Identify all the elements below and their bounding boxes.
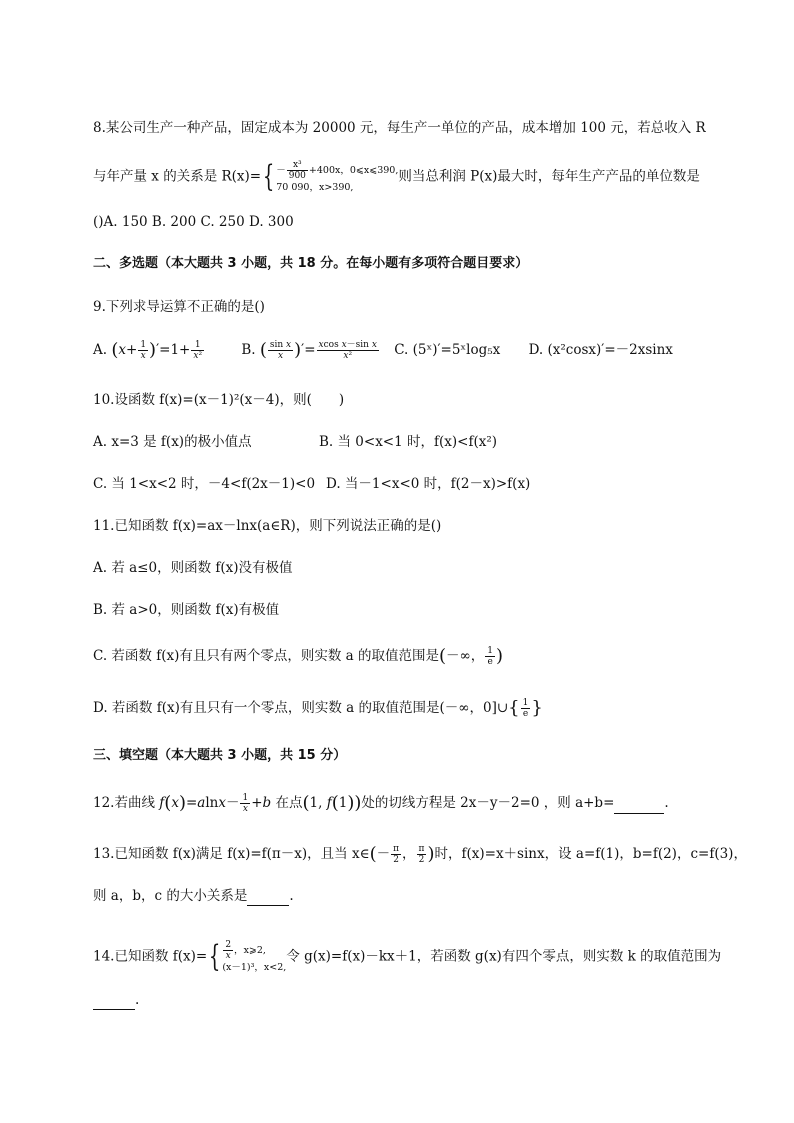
q9-stem: 9.下列求导运算不正确的是() (93, 299, 265, 315)
q11-option-d: D. 若函数 f(x)有且只有一个零点，则实数 a 的取值范围是(－∞，0]∪{ $\frac{1}{e}$ } (93, 697, 543, 719)
q14-piecewise (222, 940, 286, 974)
section3-heading: 三、填空题（本大题共 3 小题，共 15 分） (93, 748, 347, 763)
q8-case2: 70 090，x>390, (276, 182, 354, 193)
q14-line1: 14.已知函数 f(x)={ $\frac{2}{x}$ ，x⩾2, (x－1)³，x<2, 令 g(x)=f(x)－kx＋1，若函数 g(x)有四个零点，则实数 k 的取值范围为 (93, 939, 722, 974)
q8-case1: － $\frac{\text{x³}}{900}$ +400x，0⩽x⩽390, (276, 160, 399, 181)
q10-option-c: C. 当 1<x<2 时，－4<f(2x－1)<0 (93, 476, 316, 492)
q9-option-c: C. (5ˣ)′=5ˣlog₅x (394, 342, 501, 358)
q11-option-b: B. 若 a>0，则函数 f(x)有极值 (93, 602, 280, 618)
q12: 12.若曲线 f(x)=alnx－ $\frac{1}{x}$ +b 在点(1, f(1))处的切线方程是 2x－y－2=0 ，则 a+b= . (93, 792, 669, 814)
q13-line1: 13.已知函数 f(x)满足 f(x)=f(π－x)，且当 x∈(－ $\frac{\pi}{2}$ ， $\frac{\pi}{2}$ )时，f(x)=x＋sinx，设 a=f(1)，b=f(2)，c=f(3)， (93, 843, 747, 865)
q10-row1 (93, 432, 497, 452)
q8-brace: { (262, 159, 275, 194)
q14-line2: . (93, 990, 139, 1010)
q9-option-d: D. (x²cosx)′=－2xsinx (528, 342, 673, 358)
q8-piecewise (276, 160, 398, 194)
q8-line2-post: 则当总利润 P(x)最大时，每年生产产品的单位数是 (398, 168, 700, 185)
q9-option-a: A. (x+ $\frac{1}{x}$ )′=1+ $\frac{1}{\text{x²}}$ (93, 339, 203, 361)
q10-stem: 10.设函数 f(x)=(x－1)²(x－4)，则( ) (93, 392, 345, 408)
q8-line2 (93, 160, 700, 194)
q14-case2: (x－1)³，x<2, (222, 962, 287, 973)
q14-answer-blank[interactable] (93, 995, 135, 1010)
q9-options (93, 340, 673, 361)
q14-case1: $\frac{2}{x}$ ，x⩾2, (225, 940, 266, 961)
q13-answer-blank[interactable] (247, 891, 289, 906)
q8-line1: 8.某公司生产一种产品，固定成本为 20000 元，每生产一单位的产品，成本增加 100 元，若总收入 R (93, 120, 706, 136)
q10-row2 (93, 474, 530, 494)
q13-line2: 则 a，b，c 的大小关系是 . (93, 888, 294, 904)
q12-answer-blank[interactable] (614, 799, 664, 814)
section2-heading: 二、多选题（本大题共 3 小题，共 18 分。在每小题有多项符合题目要求） (93, 256, 529, 271)
q11-option-c: C. 若函数 f(x)有且只有两个零点，则实数 a 的取值范围是(－∞， $\frac{1}{e}$ ) (93, 645, 504, 667)
q11-stem: 11.已知函数 f(x)=ax－lnx(a∈R)，则下列说法正确的是() (93, 518, 442, 534)
q11-option-a: A. 若 a≤0，则函数 f(x)没有极值 (93, 560, 293, 576)
q8-options: ()A. 150 B. 200 C. 250 D. 300 (93, 214, 294, 230)
q14-brace: { (209, 939, 221, 974)
q10-option-d: D. 当－1<x<0 时，f(2－x)>f(x) (326, 476, 531, 492)
q9-option-b: B. ( $\frac{\text{sin x}}{x}$ )′= $\frac{\text{xcos x－sin x}}{\text{x²}}$ (241, 339, 377, 361)
q8-line2-pre: 与年产量 x 的关系是 R(x)= (93, 168, 262, 185)
q10-option-a: A. x=3 是 f(x)的极小值点 (93, 434, 252, 450)
q10-option-b: B. 当 0<x<1 时，f(x)<f(x²) (319, 434, 498, 450)
